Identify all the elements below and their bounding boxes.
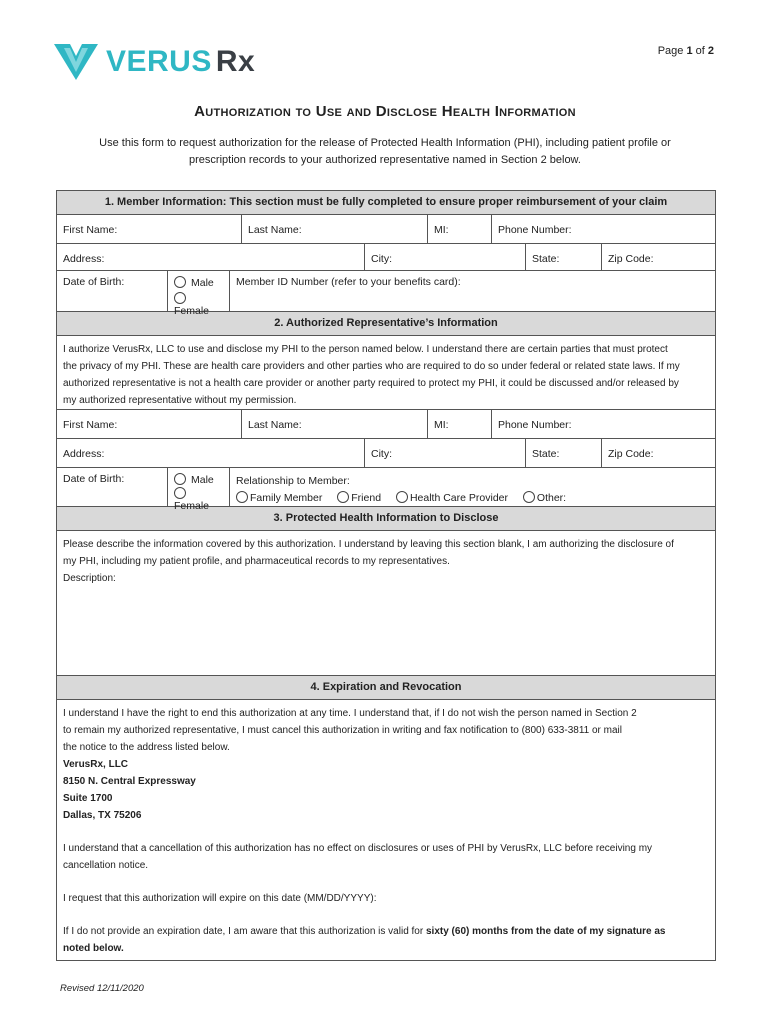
- member-female-option[interactable]: Female: [174, 292, 223, 311]
- logo-verus-text: VERUS: [106, 45, 212, 78]
- member-last-name-field[interactable]: Last Name:: [241, 215, 427, 243]
- rep-address-row: [57, 438, 715, 467]
- relationship-group: [229, 468, 715, 506]
- revision-date: Revised 12/11/2020: [60, 983, 144, 994]
- rep-last-name-field[interactable]: Last Name:: [241, 410, 427, 438]
- no-date-notice: If I do not provide an expiration date, I am aware that this authorization is valid for sixty (60) months from the date of my signature as: [63, 926, 666, 937]
- member-dob-field[interactable]: Date of Birth:: [63, 276, 125, 288]
- expiration-date-field[interactable]: I request that this authorization will expire on this date (MM/DD/YYYY):: [63, 893, 377, 904]
- rep-zip-field[interactable]: Zip Code:: [601, 439, 715, 467]
- section-4-heading: 4. Expiration and Revocation: [57, 675, 715, 699]
- relationship-label: Relationship to Member:: [236, 475, 350, 487]
- section-2-heading: 2. Authorized Representative’s Information: [57, 311, 715, 335]
- rep-male-option[interactable]: Male: [174, 473, 223, 487]
- rep-mi-field[interactable]: MI:: [427, 410, 491, 438]
- member-phone-field[interactable]: Phone Number:: [491, 215, 715, 243]
- rep-dob-field[interactable]: Date of Birth:: [63, 473, 125, 485]
- intro-line-2: prescription records to your authorized representative named in Section 2 below.: [189, 154, 581, 166]
- mailing-address-city: Dallas, TX 75206: [63, 810, 142, 821]
- rep-address-field[interactable]: Address:: [63, 448, 105, 460]
- relationship-friend-option[interactable]: Friend: [337, 492, 381, 504]
- member-address-row: [57, 243, 715, 270]
- logo-rx-text: Rx: [215, 45, 256, 78]
- section-1-heading: 1. Member Information: This section must be fully completed to ensure proper reimbursement of your claim: [57, 191, 715, 214]
- rep-name-row: [57, 409, 715, 438]
- relationship-other-option[interactable]: Other:: [523, 492, 566, 504]
- radio-icon[interactable]: [174, 292, 186, 304]
- rep-female-option[interactable]: Female: [174, 487, 223, 506]
- radio-icon[interactable]: [337, 491, 349, 503]
- member-address-field[interactable]: Address:: [63, 253, 105, 265]
- relationship-provider-option[interactable]: Health Care Provider: [396, 492, 508, 504]
- authorization-form: [56, 190, 716, 961]
- relationship-options: [236, 490, 709, 507]
- mailing-address-name: VerusRx, LLC: [63, 759, 129, 770]
- section-4-body: I understand I have the right to end this authorization at any time. I understand that, if I do not wish the person named in Section 2 to remain my authorized representative, I must cancel this authorization in writing and fax notification to (800) 633-3811 or mail the notice to the address listed below. VerusRx, LLC 8150 N. Central Expressway Suite 1700 Dallas, TX 75206 I understand that a cancellation of this authorization has no effect on disclosures or uses of PHI by VerusRx, LLC before receiving my cancellation notice. I request that this authorization will expire on this date (MM/DD/YYYY): If I do not provide an expiration date, I am aware that this authorization is valid for sixty (60) months from the date of my signature as noted below.: [57, 699, 715, 960]
- radio-icon[interactable]: [174, 487, 186, 499]
- rep-city-field[interactable]: City:: [364, 439, 525, 467]
- radio-icon[interactable]: [396, 491, 408, 503]
- intro-line-1: Use this form to request authorization for the release of Protected Health Information (PHI), including patient profile or: [99, 137, 671, 149]
- page-total: 2: [707, 45, 714, 57]
- rep-first-name-field[interactable]: First Name:: [63, 419, 118, 431]
- page-current: 1: [686, 45, 693, 57]
- section-2-paragraph: I authorize VerusRx, LLC to use and disclose my PHI to the person named below. I understand there are certain parties that must protect the privacy of my PHI. These are health care providers and other parties who are required to do so under federal or related state laws. If my authorized representative is not a health care provider or another party required to protect my PHI, it could be discussed and/or released by my authorized representative without my permission.: [57, 335, 715, 409]
- verusrx-logo: [54, 42, 255, 82]
- member-first-name-field[interactable]: First Name:: [63, 224, 118, 236]
- document-title: Authorization to Use and Disclose Health Information: [194, 103, 576, 120]
- member-state-field[interactable]: State:: [525, 244, 601, 270]
- page-number: [658, 45, 714, 57]
- member-gender-group: [167, 271, 229, 317]
- radio-icon[interactable]: [523, 491, 535, 503]
- section-3-heading: 3. Protected Health Information to Disclose: [57, 506, 715, 530]
- member-city-field[interactable]: City:: [364, 244, 525, 270]
- verus-v-icon: [54, 44, 98, 80]
- mailing-address-suite: Suite 1700: [63, 793, 113, 804]
- member-male-option[interactable]: Male: [174, 276, 223, 292]
- page-prefix: Page: [657, 45, 687, 57]
- member-mi-field[interactable]: MI:: [427, 215, 491, 243]
- radio-icon[interactable]: [174, 276, 186, 288]
- description-field[interactable]: Description:: [63, 573, 116, 584]
- rep-dob-row: [57, 467, 715, 512]
- section-3-body: Please describe the information covered by this authorization. I understand by leaving this section blank, I am authorizing the disclosure of my PHI, including my patient profile, and pharmaceutical records to my representatives. Description:: [57, 530, 715, 675]
- relationship-family-option[interactable]: Family Member: [236, 492, 322, 504]
- member-id-field[interactable]: Member ID Number (refer to your benefits card):: [229, 271, 715, 311]
- member-zip-field[interactable]: Zip Code:: [601, 244, 715, 270]
- intro-text: [70, 135, 700, 169]
- rep-phone-field[interactable]: Phone Number:: [491, 410, 715, 438]
- rep-state-field[interactable]: State:: [525, 439, 601, 467]
- rep-gender-group: [167, 468, 229, 512]
- radio-icon[interactable]: [174, 473, 186, 485]
- member-dob-row: [57, 270, 715, 317]
- mailing-address-street: 8150 N. Central Expressway: [63, 776, 196, 787]
- radio-icon[interactable]: [236, 491, 248, 503]
- member-name-row: [57, 214, 715, 243]
- page-of: of: [692, 45, 708, 57]
